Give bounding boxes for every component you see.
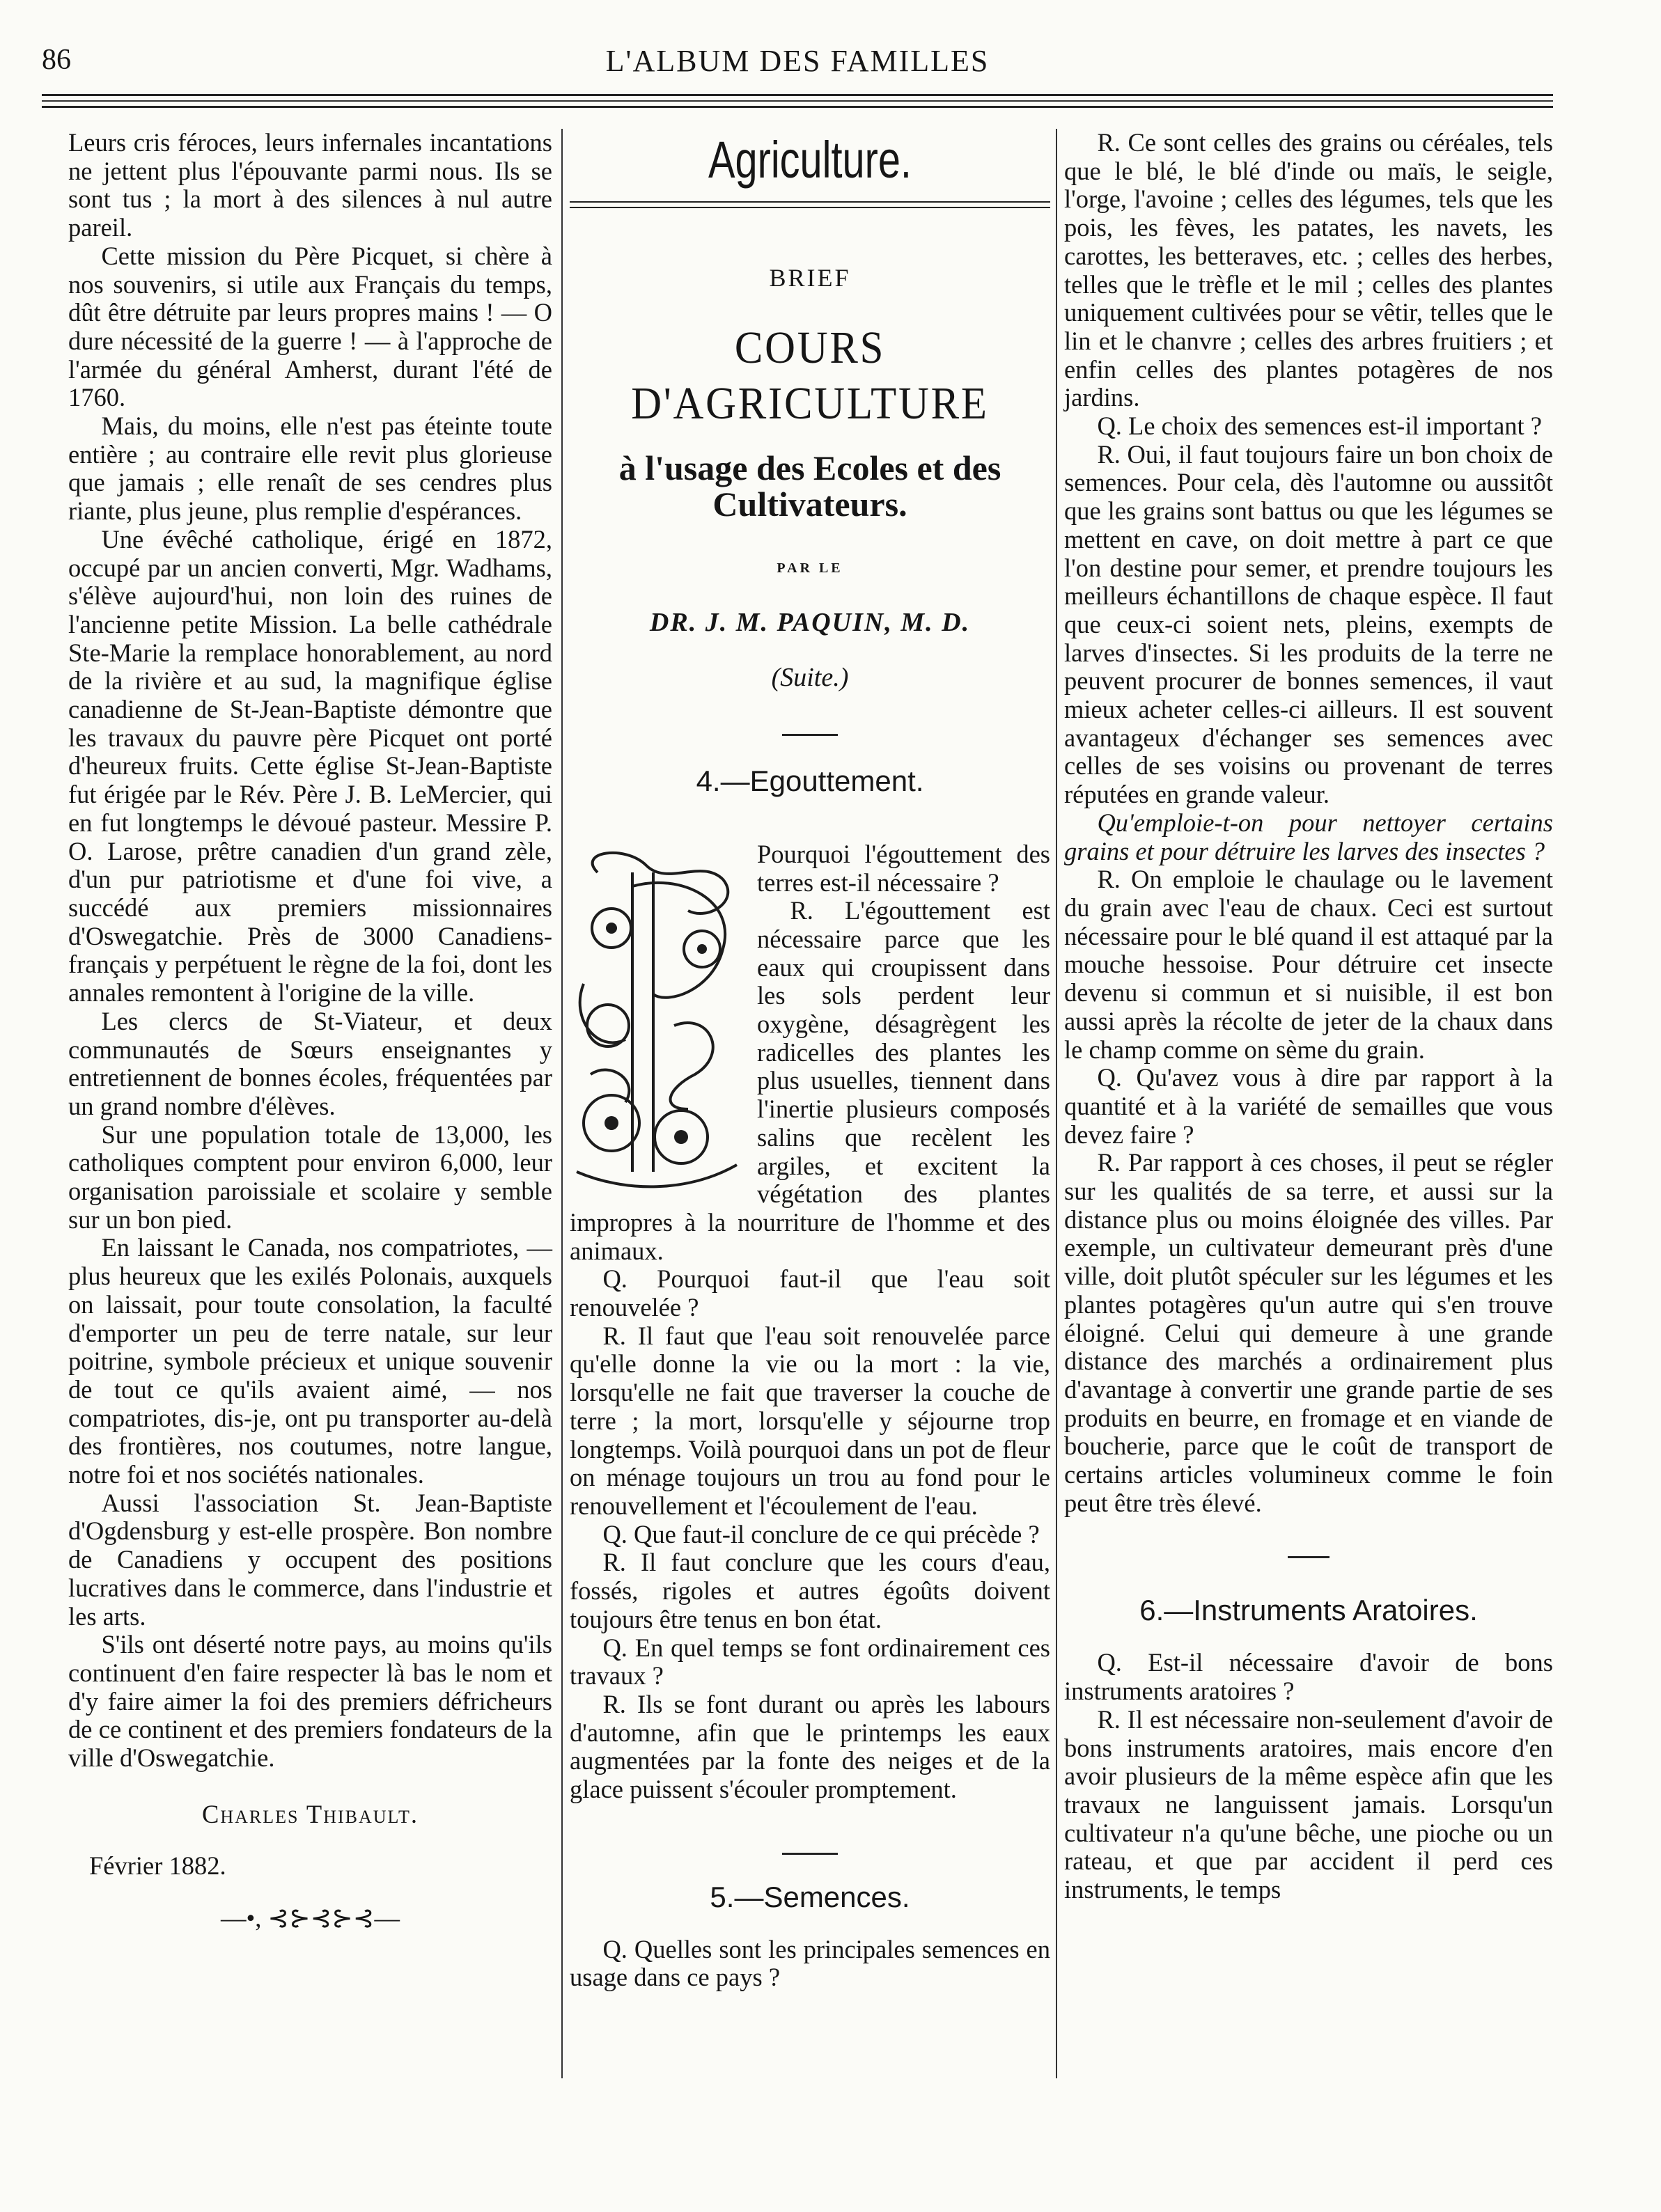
paragraph: R. Par rapport à ces choses, il peut se régler sur les qualités de sa terre, et aussi sur la distance plus ou moins éloignée des villes. Par exemple, un cultivateur demeurant près d'une ville, doit plutôt spéculer sur les légumes et les plantes potagères qu'un autre qui s'en trouve éloigné. Celui qui demeure à une grande distance des marchés a ordinairement plus d'avantage à convertir une grande partie de ses produits en beurre, en fromage et en viande de boucherie, parce que le coût de transport de certains articles volumineux comme le foin peut être très élevé. bbox=[1064, 1148, 1553, 1517]
paragraph: Q. Que faut-il conclure de ce qui précède ? bbox=[602, 1519, 1040, 1548]
paragraph: En laissant le Canada, nos compatriotes, — plus heureux que les exilés Polonais, auxquels on laissait, pour toute consolation, la faculté d'emporter un peu de terre natale, sur leur poitrine, symbole précieux et unique souvenir de tout ce qu'ils avaient aimé, — nos compatriotes, dis-je, ont pu transporter au-delà des frontières, nos coutumes, notre langue, notre foi et nos sociétés nationales. bbox=[68, 1233, 552, 1489]
author-signature: Charles Thibault. bbox=[201, 1799, 419, 1828]
header-rules bbox=[42, 94, 1553, 112]
course-title: COURS D'AGRICULTURE bbox=[631, 322, 989, 429]
paragraph: Qu'emploie-t-on pour nettoyer certains grains et pour détruire les larves des insectes ? bbox=[1064, 808, 1553, 865]
page-number: 86 bbox=[42, 44, 71, 76]
divider bbox=[570, 207, 1050, 208]
suite-label: (Suite.) bbox=[771, 663, 849, 693]
course-subtitle: à l'usage des Ecoles et des Cultivateurs. bbox=[618, 448, 1001, 524]
brief-label: BRIEF bbox=[769, 264, 851, 292]
ornamental-dropcap-icon bbox=[570, 845, 747, 1193]
paragraph: S'ils ont déserté notre pays, au moins qu'ils continuent d'en faire respecter là bas le nom et d'y faire aimer la foi des premiers défricheurs de ce continent et des premiers fondateurs de la ville d'Oswegatchie. bbox=[68, 1630, 552, 1773]
divider bbox=[570, 201, 1050, 203]
article-date: Février 1882. bbox=[89, 1851, 226, 1881]
paragraph: Les clercs de St-Viateur, et deux communautés de Sœurs enseignantes y entretiennent de bonnes écoles, fréquentées par un grand nombre d'élèves. bbox=[68, 1006, 552, 1120]
paragraph: Pourquoi l'égouttement des terres est-il nécessaire ? bbox=[757, 839, 1050, 897]
author-name: DR. J. M. PAQUIN, M. D. bbox=[649, 608, 971, 638]
column-divider-left bbox=[561, 129, 563, 2078]
paragraph: Q. Le choix des semences est-il important ? bbox=[1097, 411, 1542, 441]
paragraph: Q. Qu'avez vous à dire par rapport à la quantité et à la variété de semailles que vous devez faire ? bbox=[1064, 1063, 1553, 1149]
heading-semences: 5.—Semences. bbox=[710, 1880, 910, 1913]
paragraph: R. Il faut conclure que les cours d'eau, fossés, rigoles et autres égoûts doivent toujours être tenus en bon état. bbox=[570, 1548, 1050, 1633]
paragraph: Q. Quelles sont les principales semences en usage dans ce pays ? bbox=[570, 1934, 1050, 1992]
paragraph: Leurs cris féroces, leurs infernales incantations ne jettent plus l'épouvante parmi nous. Ils se sont tus ; la mort à des silences à nul autre pareil. bbox=[68, 128, 552, 242]
paragraph: Mais, du moins, elle n'est pas éteinte toute entière ; au contraire elle revit plus glorieuse que jamais ; elle renaît de ses cendres plus riante, plus jeune, plus remplie d'espérances. bbox=[68, 411, 552, 526]
column-divider-right bbox=[1056, 129, 1057, 2078]
section-title: Agriculture. bbox=[708, 131, 912, 189]
paragraph: Q. Est-il nécessaire d'avoir de bons instruments aratoires ? bbox=[1064, 1648, 1553, 1706]
middle-column bbox=[570, 129, 1050, 1992]
left-column bbox=[68, 129, 552, 1933]
paragraph: R. Il faut que l'eau soit renouvelée parce qu'elle donne la vie ou la mort : la vie, lorsqu'elle ne fait que traverser la couche de terre ; la mort, lorsqu'elle y séjourne trop longtemps. Voilà pourquoi dans un pot de fleur on ménage toujours un trou au fond pour le renouvellement et l'écoulement de l'eau. bbox=[570, 1321, 1050, 1520]
right-column bbox=[1064, 129, 1553, 1904]
paragraph: Sur une population totale de 13,000, les catholiques comptent pour environ 6,000, leur organisation paroissiale et scolaire y semble sur un bon pied. bbox=[68, 1120, 552, 1234]
paragraph: Une évêché catholique, érigé en 1872, occupé par un ancien converti, Mgr. Wadhams, s'élève aujourd'hui, non loin des ruines de l'ancienne petite Mission. La belle cathédrale Ste-Marie la remplace honorablement, au nord de la rivière et au sud, la magnifique église canadienne de St-Jean-Baptiste démontre que les travaux du pauvre père Picquet ont porté d'heureux fruits. Cette église St-Jean-Baptiste fut érigée par le Rév. Père J. B. LeMercier, qui en fut longtemps le dévoué pasteur. Messire P. O. Larose, prêtre canadien d'un grand zèle, d'un pur patriotisme et d'une foi vive, a succédé aux premiers missionnaires d'Oswegatchie. Près de 3000 Canadiens-français y perpétuent le règne de la foi, dont les annales remontent à l'origine de la ville. bbox=[68, 524, 552, 1007]
paragraph: Q. Pourquoi faut-il que l'eau soit renouvelée ? bbox=[570, 1264, 1050, 1322]
par-le-label: PAR LE bbox=[777, 560, 843, 576]
paragraph: R. Oui, il faut toujours faire un bon choix de semences. Pour cela, dès l'automne ou aussitôt que les grains sont battus ou que les légumes se mettent en cave, on doit mettre à part ce que l'on destine pour semer, et prendre toujours les meilleurs échantillons de chaque espèce. Il faut que ceux-ci soient nets, pleins, exempts de larves d'insectes. Si les produits de la terre ne peuvent procurer de bonnes semences, il vaut mieux acheter celles-ci ailleurs. Il est souvent avantageux d'échanger ses semences avec celles de ses voisins ou provenant de terres réputées en grande valeur. bbox=[1064, 439, 1553, 809]
heading-egouttement: 4.—Egouttement. bbox=[696, 764, 924, 797]
running-title: L'ALBUM DES FAMILLES bbox=[605, 44, 990, 78]
paragraph: R. L'égouttement est nécessaire parce que les eaux qui croupissent dans les sols perdent leur oxygène, désagrègent les radicelles des plantes les plus usuelles, tiennent dans l'inertie plusieurs composés salins que recèlent les argiles, et excitent la végétation des plantes impropres à la nourriture de l'homme et des animaux. bbox=[570, 896, 1050, 1265]
paragraph: R. On emploie le chaulage ou le lavement du grain avec l'eau de chaux. Ceci est surtout nécessaire pour le blé quand il est attaqué par la mouche hessoise. Pour détruire cet insecte devenu si commun et si nuisible, il est bon aussi après la récolte de jeter de la chaux dans le champ comme on sème du grain. bbox=[1064, 865, 1553, 1064]
ornament: —•, ⊰⊱⊰⊱⊰— bbox=[221, 1904, 400, 1933]
heading-instruments: 6.—Instruments Aratoires. bbox=[1139, 1594, 1478, 1627]
page-header bbox=[42, 43, 1553, 85]
paragraph: R. Il est nécessaire non-seulement d'avoir de bons instruments aratoires, mais encore d'en avoir plusieurs de la même espèce afin que les travaux ne languissent jamais. Lorsqu'un cultivateur n'a qu'une bêche, une pioche ou un rateau, et que par accident il perd ces instruments, le temps bbox=[1064, 1704, 1553, 1904]
paragraph: Cette mission du Père Picquet, si chère à nos souvenirs, si utile aux Français du temps, dût être détruite par leurs propres mains ! — O dure nécessité de la guerre ! — à l'approche de l'armée du général Amherst, durant l'été de 1760. bbox=[68, 241, 552, 412]
paragraph: Q. En quel temps se font ordinairement ces travaux ? bbox=[570, 1633, 1050, 1691]
paragraph: R. Ce sont celles des grains ou céréales, tels que le blé, le blé d'inde ou maïs, le seigle, l'orge, l'avoine ; celles des légumes, tels que les pois, les fèves, les patates, les navets, les carottes, les betteraves, etc. ; celles des herbes, telles que le trèfle et le mil ; celles des plantes uniquement cultivées pour se vêtir, telles que le lin et le chanvre ; celles des arbres fruitiers ; et enfin celles des plantes potagères de nos jardins. bbox=[1064, 128, 1553, 412]
paragraph: Aussi l'association St. Jean-Baptiste d'Ogdensburg y est-elle prospère. Bon nombre de Canadiens y occupent des positions lucratives dans le commerce, dans l'industrie et les arts. bbox=[68, 1488, 552, 1631]
paragraph: R. Ils se font durant ou après les labours d'automne, afin que le printemps les eaux augmentées par la fonte des neiges et de la glace puissent s'écouler promptement. bbox=[570, 1689, 1050, 1804]
